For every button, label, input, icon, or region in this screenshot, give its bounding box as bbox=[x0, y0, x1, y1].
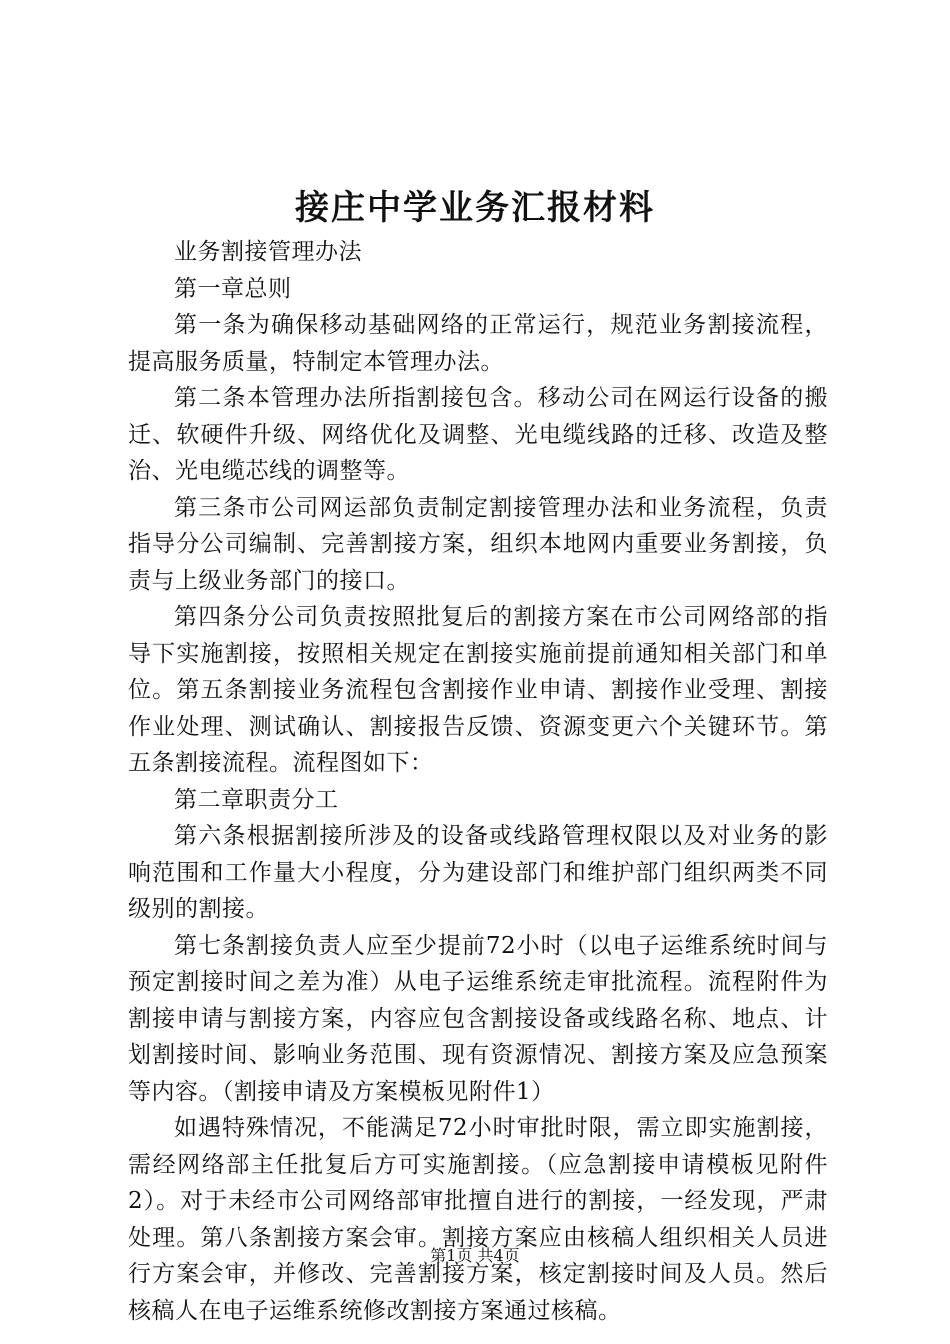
document-title: 接庄中学业务汇报材料 bbox=[295, 188, 655, 228]
paragraph-7: 第二章职责分工 bbox=[174, 786, 339, 813]
paragraph-2: 第一章总则 bbox=[174, 275, 292, 302]
paragraph-9: 第七条割接负责人应至少提前72小时（以电子运维系统时间与预定割接时间之差为准）从电子运维系统走审批流程。流程附件为割接申请与割接方案，内容应包含割接设备或线路名称、地点、计划割接时间、影响业务范围、现有资源情况、割接方案及应急预案等内容。（割接申请及方案模板见附件1） bbox=[128, 932, 828, 1105]
paragraph-4: 第二条本管理办法所指割接包含。移动公司在网运行设备的搬迁、软硬件升级、网络优化及调整、光电缆线路的迁移、改造及整治、光电缆芯线的调整等。 bbox=[128, 385, 828, 484]
page-footer: 第1页 共4页 bbox=[430, 1246, 520, 1265]
paragraph-10: 如遇特殊情况，不能满足72小时审批时限，需立即实施割接，需经网络部主任批复后方可实施割接。（应急割接申请模板见附件2）。对于未经市公司网络部审批擅自进行的割接，一经发现，严肃处理。第八条割接方案会审。割接方案应由核稿人组织相关人员进行方案会审，并修改、完善割接方案，核定割接时间及人员。然后核稿人在电子运维系统修改割接方案通过核稿。 bbox=[128, 1115, 828, 1324]
paragraph-3: 第一条为确保移动基础网络的正常运行，规范业务割接流程，提高服务质量，特制定本管理办法。 bbox=[128, 312, 828, 375]
paragraph-5: 第三条市公司网运部负责制定割接管理办法和业务流程，负责指导分公司编制、完善割接方案，组织本地网内重要业务割接，负责与上级业务部门的接口。 bbox=[128, 494, 828, 594]
paragraph-1: 业务割接管理办法 bbox=[174, 239, 362, 265]
paragraph-6: 第四条分公司负责按照批复后的割接方案在市公司网络部的指导下实施割接，按照相关规定在割接实施前提前通知相关部门和单位。第五条割接业务流程包含割接作业申请、割接作业受理、割接作业处理、测试确认、割接报告反馈、资源变更六个关键环节。第五条割接流程。流程图如下： bbox=[128, 604, 828, 776]
paragraph-8: 第六条根据割接所涉及的设备或线路管理权限以及对业务的影响范围和工作量大小程度，分为建设部门和维护部门组织两类不同级别的割接。 bbox=[128, 823, 828, 922]
document-body bbox=[128, 234, 828, 1329]
